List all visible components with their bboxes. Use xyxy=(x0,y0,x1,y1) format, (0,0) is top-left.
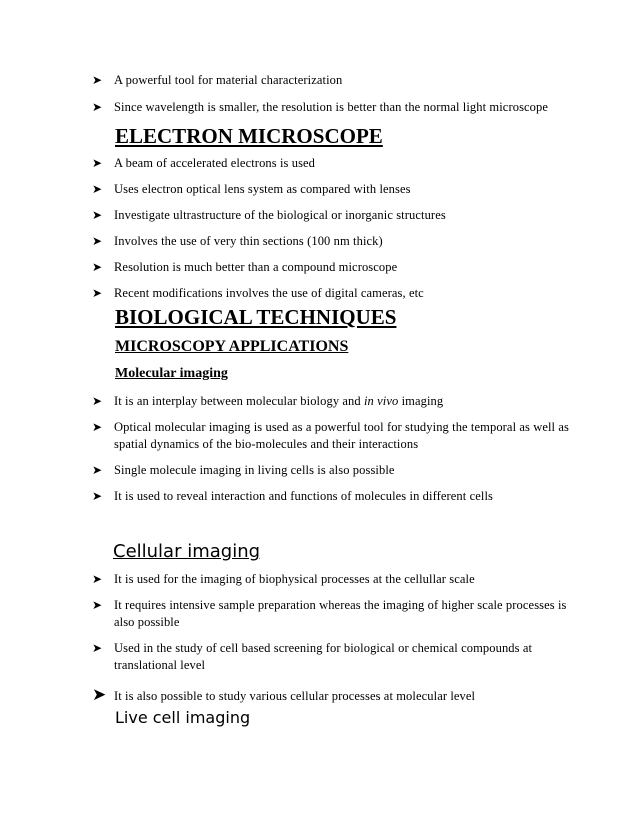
arrow-bullet-icon: ➤ xyxy=(92,182,103,196)
arrow-bullet-icon: ➤ xyxy=(92,73,103,87)
list-item xyxy=(92,181,572,198)
electron-list xyxy=(92,155,572,302)
list-item-text: Used in the study of cell based screening for biological or chemical compounds at translational level xyxy=(114,641,533,672)
list-item-text: A powerful tool for material characterization xyxy=(114,73,343,87)
list-item-text: It is used for the imaging of biophysical processes at the cellullar scale xyxy=(114,572,475,586)
arrow-bullet-icon: ➤ xyxy=(92,156,103,170)
arrow-bullet-icon: ➤ xyxy=(92,208,103,222)
cellular-imaging-heading: Cellular imaging xyxy=(113,541,261,562)
intro-list xyxy=(92,72,572,116)
list-item xyxy=(92,99,572,116)
list-item xyxy=(92,640,572,674)
list-item-text: Resolution is much better than a compound microscope xyxy=(114,260,398,274)
list-item xyxy=(92,72,572,89)
list-item-text: Single molecule imaging in living cells is also possible xyxy=(114,463,395,477)
arrow-bullet-icon: ➤ xyxy=(92,641,103,655)
arrow-bullet-icon: ➤ xyxy=(92,100,103,114)
biological-techniques-heading: BIOLOGICAL TECHNIQUES xyxy=(115,305,397,329)
arrow-bullet-icon: ➤ xyxy=(92,286,103,300)
list-item-text: Investigate ultrastructure of the biological or inorganic structures xyxy=(114,208,446,222)
list-item-text: A beam of accelerated electrons is used xyxy=(114,156,316,170)
live-cell-imaging-heading: Live cell imaging xyxy=(115,708,251,727)
arrow-bullet-icon: ➤ xyxy=(92,260,103,274)
arrow-bullet-icon: ➤ xyxy=(92,394,103,408)
arrow-bullet-icon: ➤ xyxy=(92,685,107,704)
list-item xyxy=(92,155,572,172)
list-item-text: Involves the use of very thin sections (100 nm thick) xyxy=(114,234,383,248)
list-item-text: It requires intensive sample preparation whereas the imaging of higher scale processes is also possible xyxy=(114,598,567,629)
list-item xyxy=(92,571,572,588)
italic-text: in vivo xyxy=(363,394,399,408)
list-item xyxy=(92,488,572,505)
list-item-text xyxy=(114,393,572,410)
electron-microscope-heading: ELECTRON MICROSCOPE xyxy=(115,124,383,148)
list-item-text: Optical molecular imaging is used as a powerful tool for studying the temporal as well as spatial dynamics of the bio-molecules and their interactions xyxy=(114,420,569,451)
molecular-imaging-heading: Molecular imaging xyxy=(115,366,228,381)
molecular-list xyxy=(92,393,572,505)
arrow-bullet-icon: ➤ xyxy=(92,234,103,248)
list-item xyxy=(92,419,572,453)
list-item xyxy=(92,285,572,302)
list-item xyxy=(92,597,572,631)
list-item xyxy=(92,686,572,705)
arrow-bullet-icon: ➤ xyxy=(92,463,103,477)
arrow-bullet-icon: ➤ xyxy=(92,420,103,434)
arrow-bullet-icon: ➤ xyxy=(92,572,103,586)
list-item-text: Since wavelength is smaller, the resolution is better than the normal light microscope xyxy=(114,100,549,114)
list-item xyxy=(92,462,572,479)
text-segment: imaging xyxy=(398,394,444,408)
list-item-text: Uses electron optical lens system as compared with lenses xyxy=(114,182,411,196)
list-item-text: It is also possible to study various cellular processes at molecular level xyxy=(114,689,476,703)
text-segment: It is an interplay between molecular biology and xyxy=(114,394,364,408)
list-item-text: It is used to reveal interaction and functions of molecules in different cells xyxy=(114,489,493,503)
arrow-bullet-icon: ➤ xyxy=(92,598,103,612)
arrow-bullet-icon: ➤ xyxy=(92,489,103,503)
microscopy-applications-heading: MICROSCOPY APPLICATIONS xyxy=(115,338,349,355)
list-item xyxy=(92,259,572,276)
list-item xyxy=(92,233,572,250)
cellular-list xyxy=(92,571,572,705)
list-item-text: Recent modifications involves the use of digital cameras, etc xyxy=(114,286,424,300)
list-item xyxy=(92,393,572,410)
list-item xyxy=(92,207,572,224)
